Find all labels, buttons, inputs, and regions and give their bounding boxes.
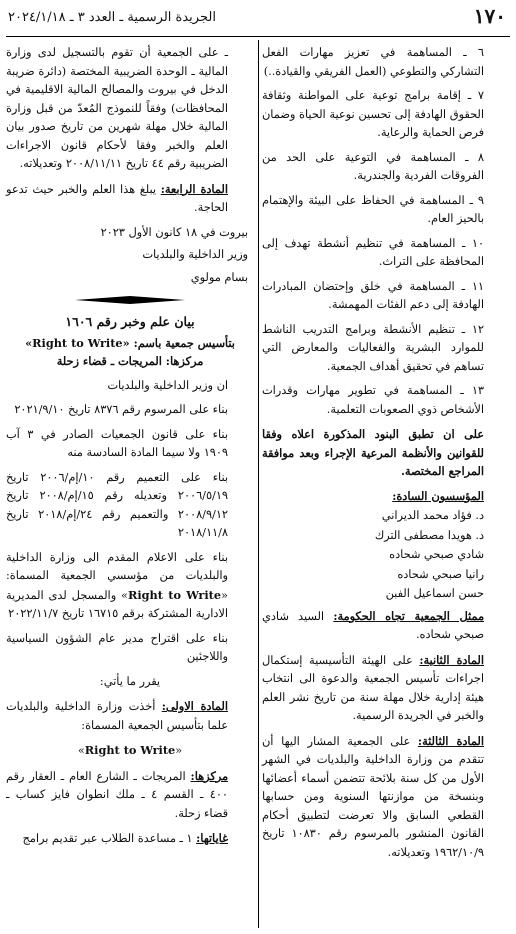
article-four-text: يبلغ هذا العلم والخبر حيث تدعو الحاجة. [6, 182, 228, 214]
recital-law: بناء على قانون الجمعيات الصادر في ٣ آب ١٩٠٩ ولا سيما المادة السادسة منه [6, 427, 228, 459]
goals-label: غاياتها: [196, 831, 228, 845]
recital-decree: بناء على المرسوم رقم ٨٣٧٦ تاريخ ٢٠٢١/٩/١٠ [14, 403, 228, 416]
headquarters-text: المريجات ـ الشارع العام ـ العقار رقم ٤٠٠ ـ القسم ٤ ـ ملك انطوان فايز كساب ـ قضاء زحلة. [6, 769, 228, 820]
column-divider [258, 40, 259, 928]
article-two-text: على الهيئة التأسيسية إستكمال اجراءات تأسيس الجمعية والدعوة الى انتخاب هيئة إدارية خلال مهلة سنة من تاريخ نشر العلم والخبر في الجريدة الرسمية. [262, 653, 484, 722]
decides-line: يقرر ما يأتي: [99, 674, 161, 688]
article-one-association-name: «Right to Write» [77, 743, 183, 757]
goal-item-6: ٦ ـ المساهمة في تعزيز مهارات الفعل التشاركي والتطوعي (العمل الفريقي والقيادة..) [262, 46, 484, 78]
goal-item-12: ١٢ ـ تنظيم الأنشطة وبرامج التدريب الناشط للموارد البشرية والفعاليات والمعارض التي تساهم في تحقيق أهداف الجمعية. [262, 322, 484, 373]
notice-title: بيان علم وخبر رقم ١٦٠٦ [65, 314, 195, 329]
recital-notification: بناء على الاعلام المقدم الى وزارة الداخلية والبلديات من مؤسسي الجمعية المسماة: «Right to Write» والمسجل لدى المديرية الادارية المشتركة برقم ١٦٧١٥ تاريخ ٢٠٢٢/١١/٧ [6, 550, 228, 620]
goals [6, 829, 254, 849]
notice-location: مركزها: المريجات ـ قضاء زحلة [56, 354, 204, 368]
signature-place-date: بيروت في ١٨ كانون الأول ٢٠٢٣ [100, 225, 248, 239]
founders-label: المؤسسون السادة: [392, 488, 484, 503]
goal-item-8: ٨ ـ المساهمة في التوعية على الحد من الفروقات الفردية والجندرية. [262, 150, 484, 182]
representative-text: السيد شادي صبحي شحاده. [262, 609, 484, 641]
page-header [6, 6, 510, 37]
section-divider-ornament [6, 295, 254, 305]
goal-item-11: ١١ ـ المساهمة في خلق وإحتضان المبادرات الهادفة إلى دعم الفئات المهمشة. [262, 279, 484, 311]
goal-item-10: ١٠ ـ المساهمة في تنظيم أنشطة تهدف إلى المحافظة على التراث. [262, 236, 484, 268]
founder-1: د. فؤاد محمد الديراني [381, 509, 484, 522]
right-column [262, 44, 510, 868]
intro-line: ان وزير الداخلية والبلديات [107, 378, 228, 392]
article-one-label: المادة الاولى: [161, 699, 228, 713]
article-one-text: أخذت وزارة الداخلية والبلديات علما بتأسيس الجمعية المسماة: [6, 700, 228, 732]
tax-registration-paragraph: ـ على الجمعية أن تقوم بالتسجيل لدى وزارة المالية ـ الوحدة الضريبية المختصة (دائرة ضريبة الدخل في بيروت والمصالح المالية الاقليمية في المحافظات) وفقاً للنموذج المُعدّ من قبل وزارة المالية خلال مهلة شهرين من تاريخ صدور بيان العلم والخبر وفقا لأحكام قانون الاجراءات الضريبية رقم ٤٤ تاريخ ٢٠٠٨/١١/١١ وتعديلاته. [6, 46, 228, 170]
condition-paragraph: على ان تطبق البنود المذكورة اعلاه وفقا للقوانين والأنظمة المرعية الإجراء وبعد موافقة المراجع المختصة. [262, 427, 484, 478]
goal-item-13: ١٣ ـ المساهمة في تطوير مهارات وقدرات الأشخاص ذوي الصعوبات التعلمية. [262, 384, 484, 416]
article-two-label: المادة الثانية: [419, 652, 484, 667]
goals-text: ١ ـ مساعدة الطلاب عبر تقديم برامج [22, 832, 197, 845]
founder-2: د. هويدا مصطفى الترك [374, 528, 484, 542]
founder-5: حسن اسماعيل الفبن [385, 587, 484, 600]
goal-item-9: ٩ ـ المساهمة في الحفاظ على البيئة والإهتمام بالحيز العام. [262, 193, 484, 225]
article-two [262, 651, 510, 726]
article-one [6, 697, 254, 735]
article-three-text: على الجمعية المشار اليها أن تتقدم من وزارة الداخلية والبلديات في الشهر الأول من كل سنة بلائحة تتضمن أسماء أعضائها وبنسخة من موازنتها السنوية ومن حسابها القطعي السابق والا تعرضت لتطبيق أحكام القانون المنشور بالمرسوم رقم ١٠٨٣٠ تاريخ ١٩٦٢/١٠/٩ وتعديلاته. [262, 734, 485, 859]
goal-item-7: ٧ ـ إقامة برامج توعية على المواطنة وثقافة الحقوق الهادفة إلى تحسين نوعية الحياة وضمان فرص الحماية والرعاية. [262, 89, 484, 139]
association-name: Right to Write [32, 335, 123, 350]
representative-label: ممثل الجمعية تجاه الحكومة: [333, 608, 485, 623]
ornament-diamond [75, 295, 185, 305]
association-name-recital: Right to Write [127, 587, 222, 602]
notice-subtitle: بتأسيس جمعية باسم: «Right to Write» [25, 335, 235, 350]
page-number: ١٧٠ [473, 4, 506, 28]
left-column [6, 44, 254, 855]
headquarters [6, 767, 254, 824]
headquarters-label: مركزها: [190, 768, 228, 783]
government-representative [262, 607, 510, 645]
recital-proposal: بناء على اقتراح مدير عام الشؤون السياسية واللاجئين [6, 631, 228, 663]
running-title: الجريدة الرسمية ـ العدد ٣ ـ ٢٠٢٤/١/١٨ [8, 10, 216, 25]
signature-title: وزير الداخلية والبلديات [142, 248, 248, 261]
founder-4: رانيا صبحي شحاده [397, 567, 484, 581]
signature-name: بسام مولوي [190, 270, 248, 284]
article-three [262, 732, 510, 863]
founder-3: شادي صبحي شحاده [389, 548, 484, 561]
recital-circulars: بناء على التعميم رقم ١٠/إم/٢٠٠٦ تاريخ ٢٠٠٦/٥/١٩ وتعديله رقم ١٥/إم/٢٠٠٨ تاريخ ٢٠٠٨/٩/١٢ والتعميم رقم ٢٤/إم/٢٠١٨ تاريخ ٢٠١٨/١١/٨ [6, 470, 229, 539]
article-four-label: المادة الرابعة: [160, 181, 228, 196]
article-four [6, 180, 254, 218]
article-three-label: المادة الثالثة: [417, 733, 484, 748]
